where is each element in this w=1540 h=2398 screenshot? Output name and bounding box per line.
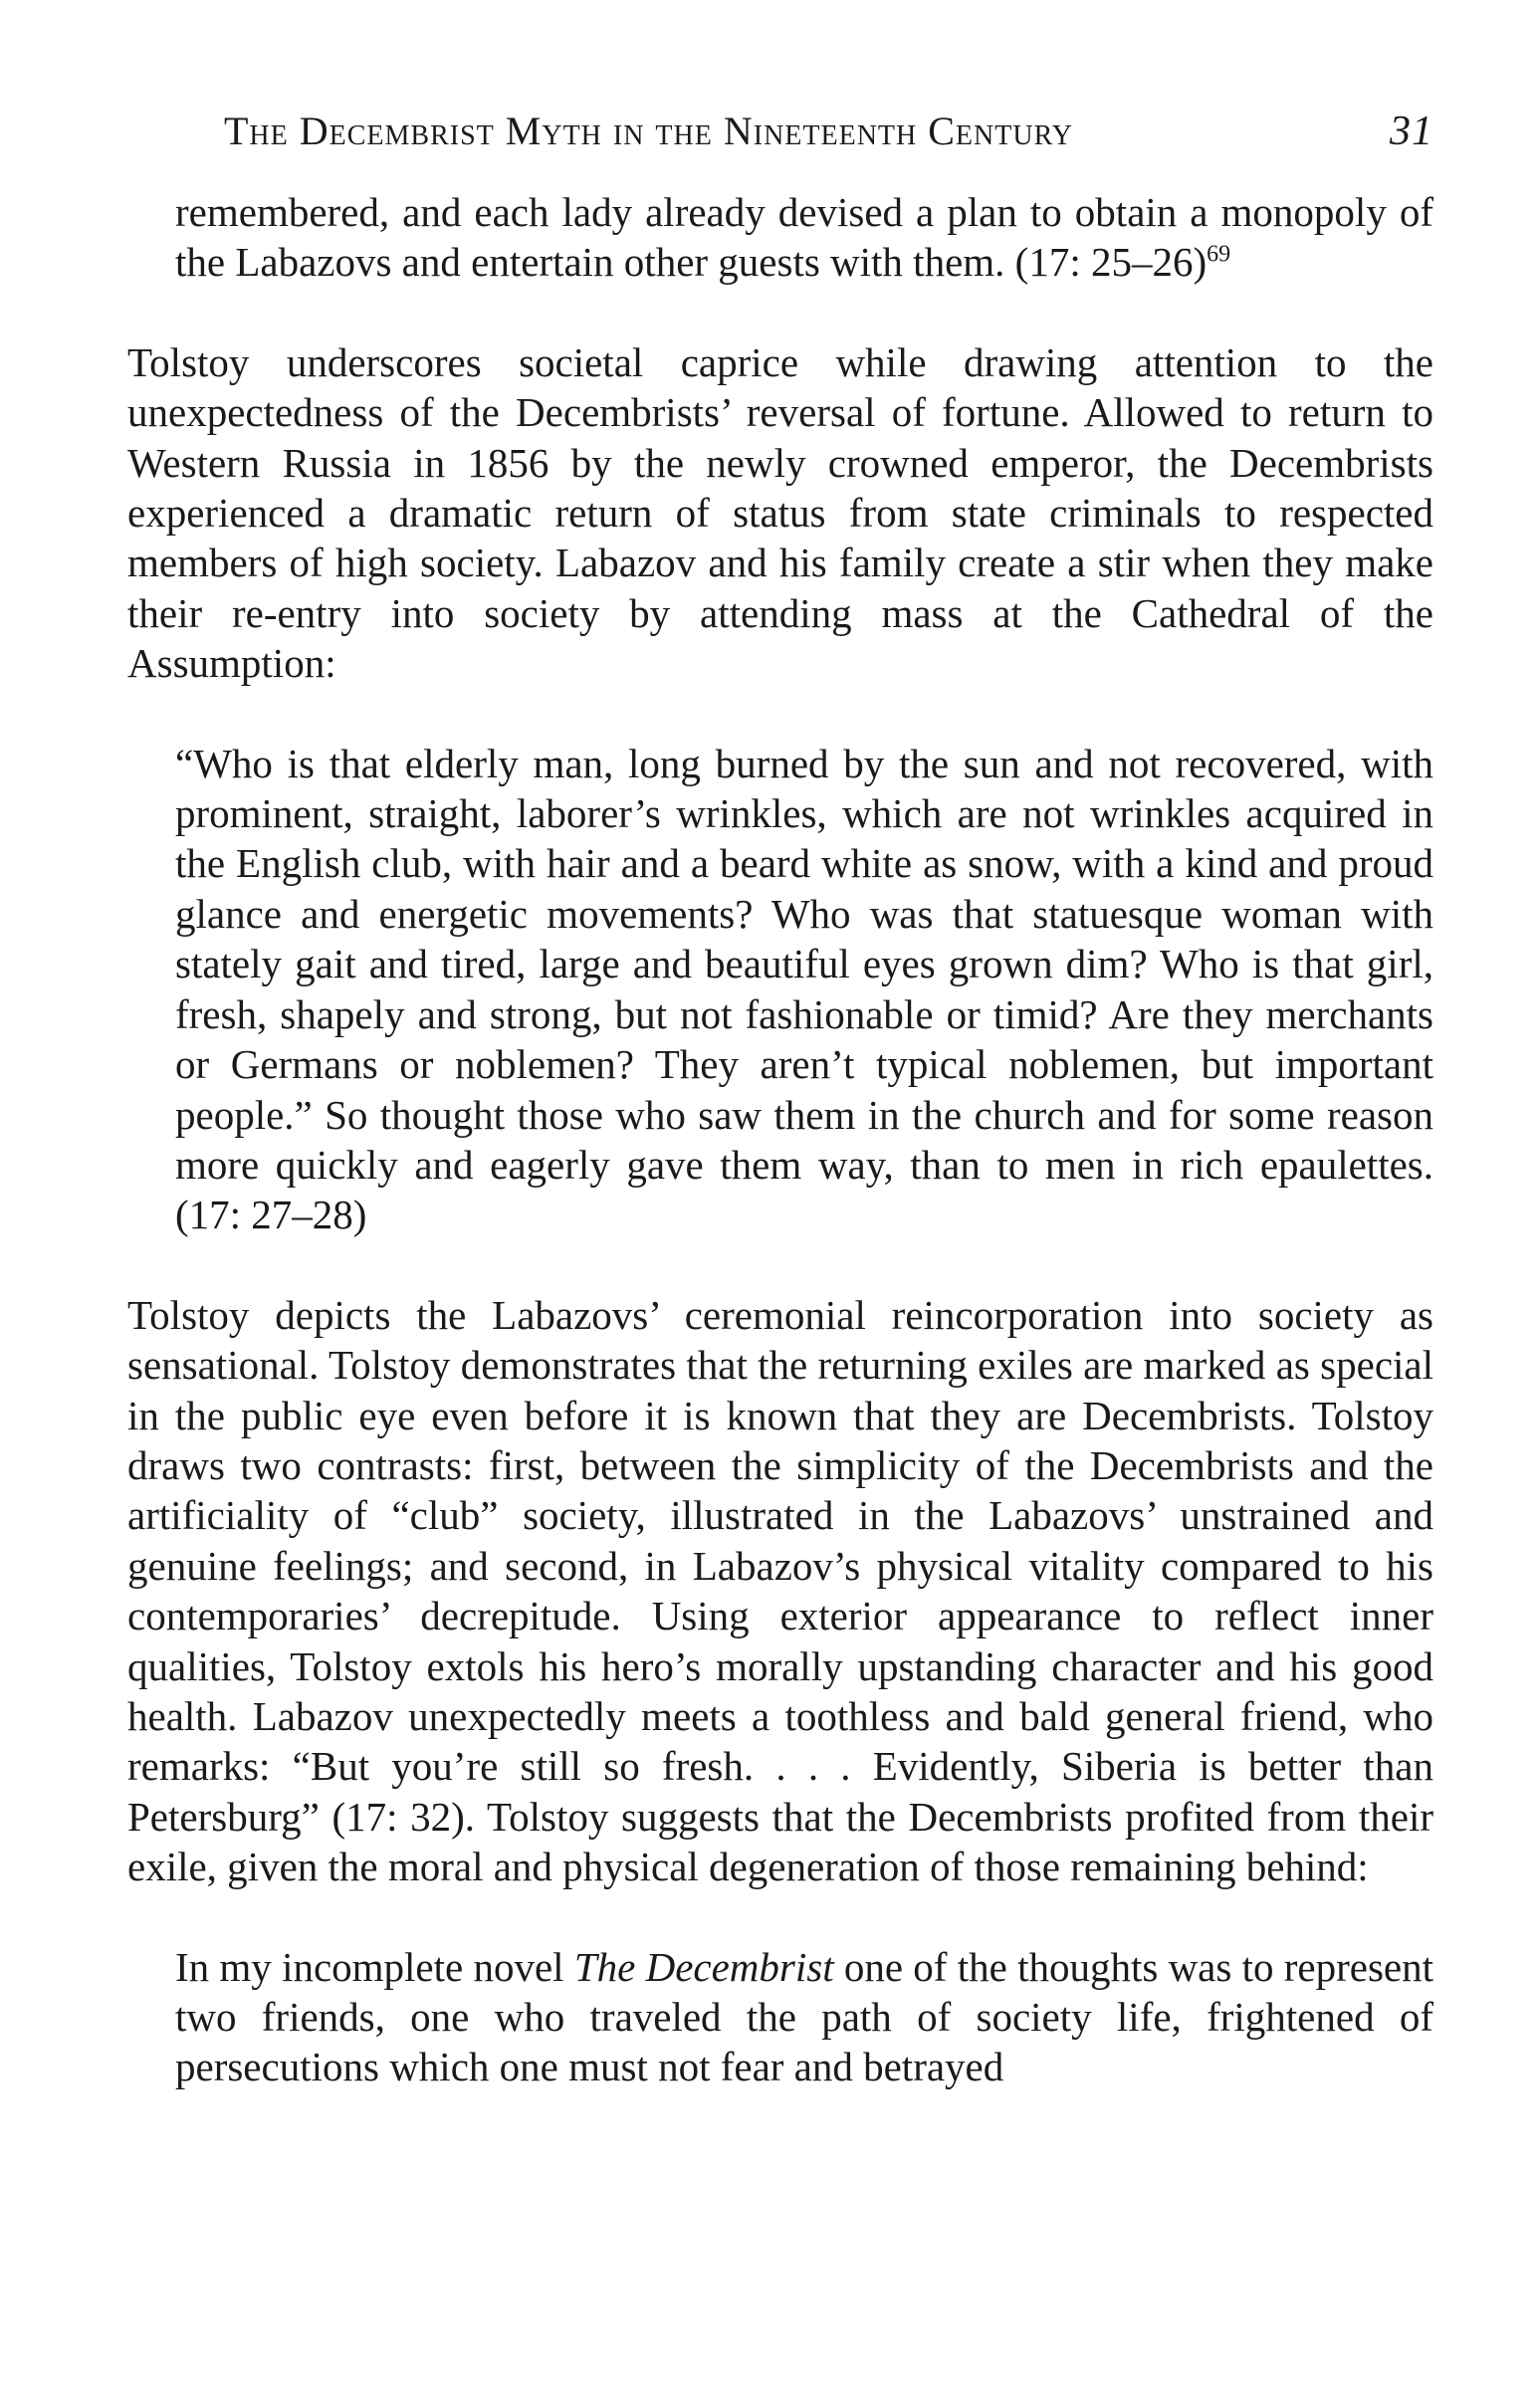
block-quote-1 [175,187,1433,288]
block-quote-3-rest: one of the thoughts was to represent two friends, one who traveled the path of society life, frightened of persecutions which one must not fear and betrayed [175,1943,1433,2090]
body-text [127,187,1433,2092]
block-quote-3-lead: In my incomplete novel [175,1943,574,1990]
running-head [224,108,1433,167]
novel-title: The Decembrist [573,1943,834,1990]
block-quote-1-text: remembered, and each lady already devised a plan to obtain a monopoly of the Labazovs and entertain other guests with them. (17: 25–26) [175,189,1433,286]
block-quote-3 [175,1942,1433,2092]
paragraph-2: Tolstoy depicts the Labazovs’ ceremonial reincorporation into society as sensational. Tolstoy demonstrates that the returning exiles are marked as special in the public eye even before it is known that they are Decembrists. Tolstoy draws two contrasts: first, between the simplicity of the Decembrists and the artificiality of “club” society, illustrated in the Labazovs’ unstrained and genuine feelings; and second, in Labazov’s physical vitality compared to his contemporaries’ decrepitude. Using exterior appearance to reflect inner qualities, Tolstoy extols his hero’s morally upstanding character and his good health. Labazov unexpectedly meets a toothless and bald general friend, who remarks: “But you’re still so fresh. . . . Evidently, Siberia is better than Petersburg” (17: 32). Tolstoy suggests that the Decembrists profited from their exile, given the moral and physical degeneration of those remaining behind: [127,1291,1433,1890]
footnote-ref: 69 [1207,241,1231,268]
paragraph-1: Tolstoy underscores societal caprice while drawing attention to the unexpectedness of the Decembrists’ reversal of fortune. Allowed to return to Western Russia in 1856 by the newly crowned emperor, the Decembrists experienced a dramatic return of status from state criminals to respected members of high society. Labazov and his family create a stir when they make their re-entry into society by attending mass at the Cathedral of the Assumption: [127,338,1433,687]
running-head-title: The Decembrist Myth in the Nineteenth Century [224,109,1073,153]
page-number: 31 [1390,109,1433,154]
block-quote-2: “Who is that elderly man, long burned by the sun and not recovered, with prominent, straight, laborer’s wrinkles, which are not wrinkles acquired in the English club, with hair and a beard white as snow, with a kind and proud glance and energetic movements? Who was that statuesque woman with stately gait and tired, large and beautiful eyes grown dim? Who is that girl, fresh, shapely and strong, but not fashionable or timid? Are they merchants or Germans or noblemen? They aren’t typical noblemen, but important people.” So thought those who saw them in the church and for some reason more quickly and eagerly gave them way, than to men in rich epaulettes. (17: 27–28) [175,740,1433,1238]
